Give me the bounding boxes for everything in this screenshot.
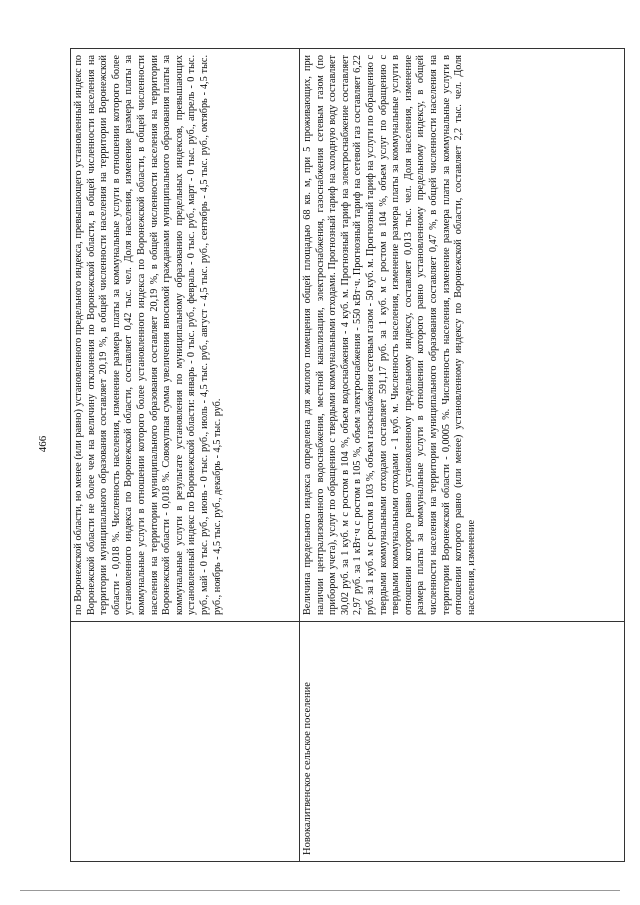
- description-cell: Величина предельного индекса определена для жилого помещения общей площадью 68 кв. м, при 5 проживающих, при наличии централизованного водоснабжения, местной канализации, электроснабжения, газоснабжения сетевым газом (по прибором учета), услуг по обращению с твердыми коммунальными отходами. Прогнозный тариф на холодную воду составляет 30,02 руб. за 1 куб. м с ростом в 104 %, объем водоснабжения - 4 куб. м. Прогнозный тариф на электроснабжение составляет 2,97 руб. за 1 кВт·ч с ростом в 105 %, объем электроснабжения - 550 кВт·ч. Прогнозный тариф на сетевой газ составляет 6,22 руб. за 1 куб. м с ростом в 103 %, объем газоснабжения сетевым газом - 50 куб. м. Прогнозный тариф на услуги по обращению с твердыми коммунальными отходами составляет 591,17 руб. за 1 куб. м с ростом в 104 %, объем услуг по обращению с твердыми коммунальными отходами - 1 куб. м. Численность населения, изменение размера платы за коммунальные услуги в отношении которого равно установленному предельному индексу, составляет 0,013 тыс. чел. Доля населения, изменение размера платы за коммунальные услуги в отношении которого равно установленному предельному индексу, в общей численности населения на территории муниципального образования составляет 0,47 %, в общей численности населения на территории Воронежской области - 0,0005 %. Численность населения, изменение размера платы за коммунальные услуги в отношении которого равно (или менее) установленному индексу по Воронежской области, составляет 2,2 тыс. чел. Доля населения, изменение: [302, 55, 477, 615]
- description-cell: по Воронежской области, но менее (или равно) установленного предельного индекса, превышающего установленный индекс по Воронежской области не более чем на величину отклонения по Воронежской области, в общей численности населения на территории муниципального образования составляет 20,19 %, в общей численности населения на территории Воронежской области - 0,018 %. Численность населения, изменение размера платы за коммунальные услуги в отношении которого более установленного индекса по Воронежской области, составляет 0,42 тыс. чел. Доля населения, изменение размера платы за коммунальные услуги в отношении которого более установленного индекса по Воронежской области, в общей численности населения на территории муниципального образования составляет 20,19 %, в общей численности населения на территории Воронежской области - 0,018 %. Совокупная сумма увеличения вносимой гражданами муниципального образования платы за коммунальные услуги в результате установления по муниципальному образованию предельных индексов, превышающих установленный индекс по Воронежской области: январь - 0 тыс. руб., февраль - 0 тыс. руб., март - 0 тыс. руб., апрель - 0 тыс. руб., май - 0 тыс. руб., июнь - 0 тыс. руб., июль - 4,5 тыс. руб., август - 4,5 тыс. руб., сентябрь - 4,5 тыс. руб., октябрь - 4,5 тыс. руб., ноябрь - 4,5 тыс. руб., декабрь - 4,5 тыс. руб.: [73, 55, 223, 615]
- table-row: [71, 49, 299, 861]
- municipality-cell: [71, 621, 299, 861]
- bottom-rule: [20, 890, 620, 891]
- municipality-cell: Новокалитвенское сельское поселение: [300, 621, 624, 861]
- page-number: 466: [37, 435, 49, 453]
- table-row: [299, 49, 624, 861]
- tariff-index-table: [70, 48, 625, 862]
